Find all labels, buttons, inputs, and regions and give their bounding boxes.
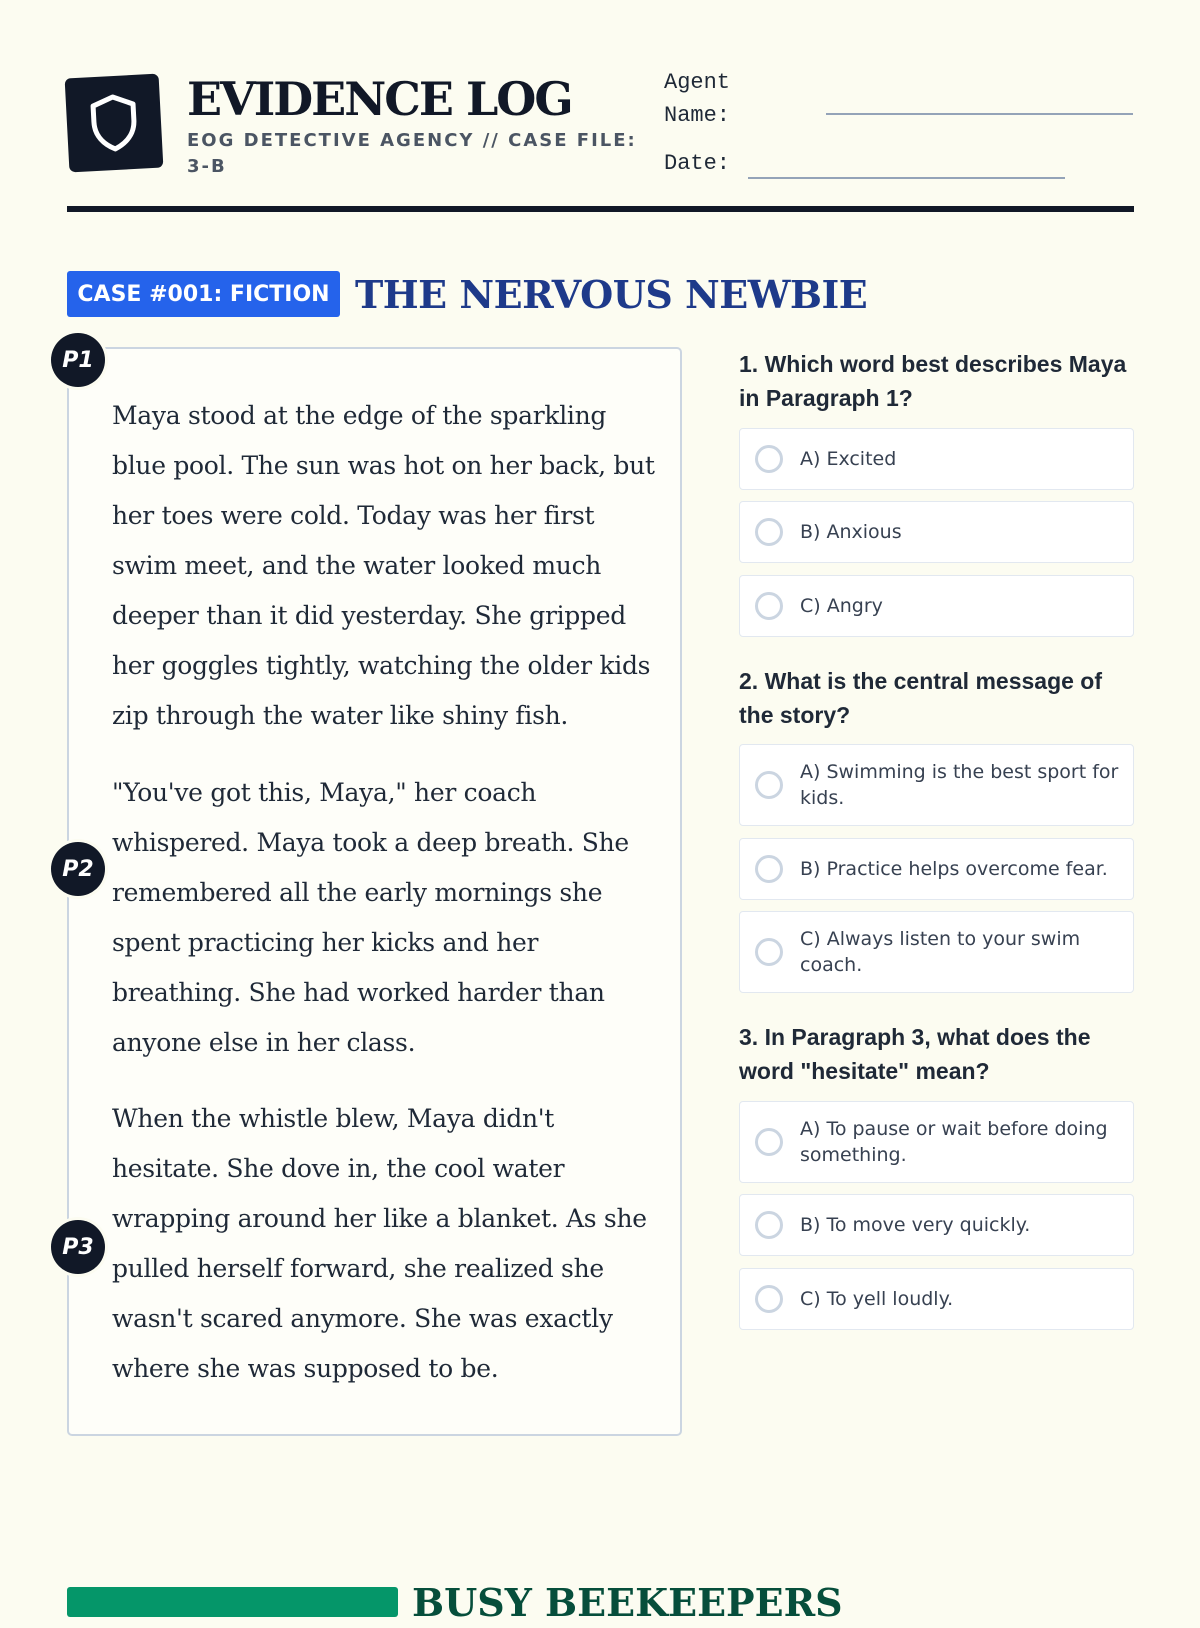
page-title: EVIDENCE LOG xyxy=(187,72,572,126)
next-case-badge xyxy=(67,1587,398,1617)
question-1-option-c[interactable] xyxy=(739,575,1134,637)
paragraph-2: "You've got this, Maya," her coach whispered. Maya took a deep breath. She remembered all the early mornings she spent practicing her kicks and her breathing. She had worked harder than anyone else in her class. xyxy=(112,778,629,1057)
radio-button[interactable] xyxy=(755,938,783,966)
option-label: A) Excited xyxy=(800,448,897,470)
radio-button[interactable] xyxy=(755,771,783,799)
agent-name-field[interactable] xyxy=(826,113,1133,115)
question-1-option-a[interactable] xyxy=(739,428,1134,490)
option-label: A) To pause or wait before doing something. xyxy=(800,1118,1108,1166)
date-field[interactable] xyxy=(748,177,1065,179)
question-2-prompt: 2. What is the central message of the story? xyxy=(739,668,1103,728)
story-title: THE NERVOUS NEWBIE xyxy=(355,272,868,317)
date-label: Date: xyxy=(664,151,731,176)
question-3-option-a[interactable] xyxy=(739,1101,1134,1183)
question-2-option-b[interactable] xyxy=(739,838,1134,900)
header-divider xyxy=(67,206,1134,212)
page-header xyxy=(67,70,1133,214)
reading-passage xyxy=(67,347,682,1436)
paragraph-marker-p2: P2 xyxy=(51,842,105,896)
option-label: B) Practice helps overcome fear. xyxy=(800,858,1108,880)
question-1-prompt: 1. Which word best describes Maya in Paragraph 1? xyxy=(739,351,1127,411)
paragraph-marker-p3: P3 xyxy=(51,1220,105,1274)
question-3-prompt: 3. In Paragraph 3, what does the word "hesitate" mean? xyxy=(739,1024,1091,1084)
paragraph-marker-p1: P1 xyxy=(51,333,105,387)
option-label: C) To yell loudly. xyxy=(800,1288,954,1310)
radio-button[interactable] xyxy=(755,1128,783,1156)
radio-button[interactable] xyxy=(755,855,783,883)
paragraph-3: When the whistle blew, Maya didn't hesitate. She dove in, the cool water wrapping around her like a blanket. As she pulled herself forward, she realized she wasn't scared anymore. She was exactly where she was supposed to be. xyxy=(112,1104,647,1383)
shield-icon xyxy=(86,92,141,155)
radio-button[interactable] xyxy=(755,445,783,473)
agent-name-label: Agent Name: xyxy=(664,70,731,128)
question-3-option-b[interactable] xyxy=(739,1194,1134,1256)
paragraph-1: Maya stood at the edge of the sparkling blue pool. The sun was hot on her back, but her toes were cold. Today was her first swim meet, and the water looked much deeper than it did yesterday. She gripped her goggles tightly, watching the older kids zip through the water like shiny fish. xyxy=(112,401,655,730)
question-2-option-c[interactable] xyxy=(739,911,1134,993)
option-label: C) Angry xyxy=(800,595,883,617)
agency-logo xyxy=(65,74,164,173)
next-case-title: BUSY BEEKEEPERS xyxy=(412,1580,843,1625)
option-label: B) To move very quickly. xyxy=(800,1214,1031,1236)
question-1-option-b[interactable] xyxy=(739,501,1134,563)
option-label: C) Always listen to your swim coach. xyxy=(800,928,1081,976)
question-2-option-a[interactable] xyxy=(739,744,1134,826)
case-badge: CASE #001: FICTION xyxy=(67,271,340,317)
option-label: A) Swimming is the best sport for kids. xyxy=(800,761,1119,809)
radio-button[interactable] xyxy=(755,1285,783,1313)
page-subtitle: EOG DETECTIVE AGENCY // CASE FILE: 3-B xyxy=(187,130,637,177)
radio-button[interactable] xyxy=(755,518,783,546)
question-3-option-c[interactable] xyxy=(739,1268,1134,1330)
radio-button[interactable] xyxy=(755,1211,783,1239)
option-label: B) Anxious xyxy=(800,521,902,543)
radio-button[interactable] xyxy=(755,592,783,620)
